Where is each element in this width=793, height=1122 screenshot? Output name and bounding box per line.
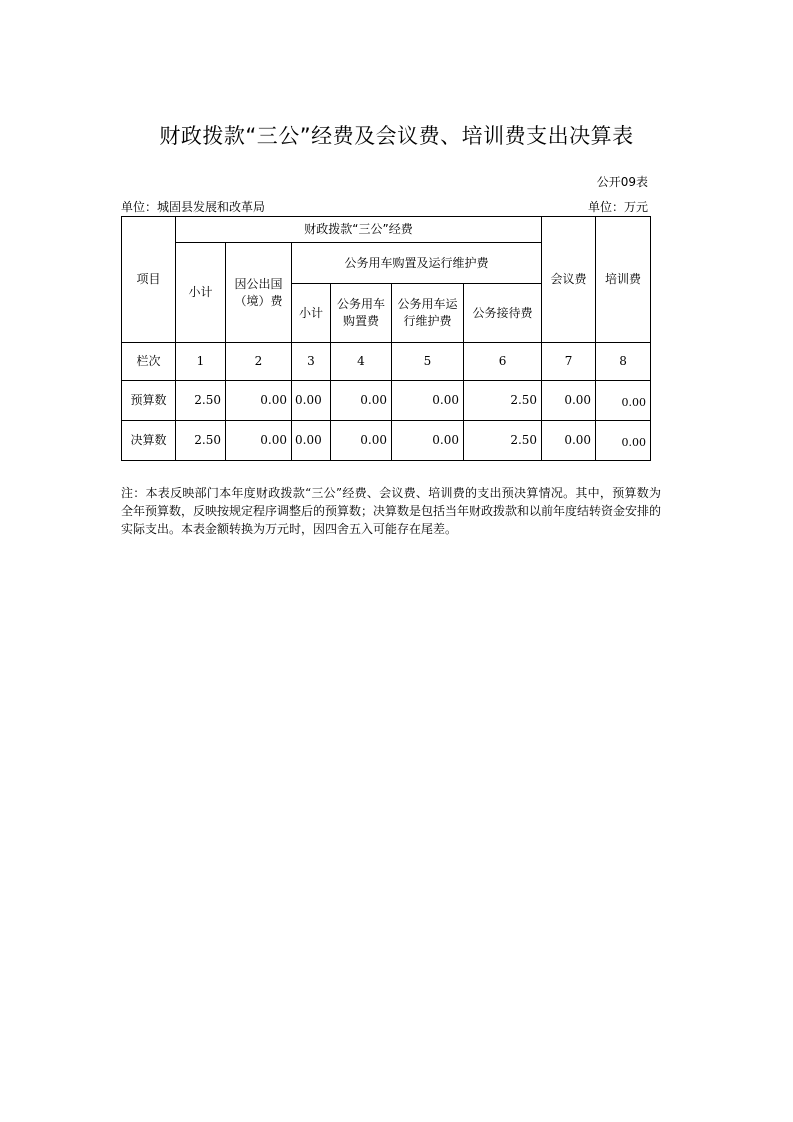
header-vehicle-run-line2: 行维护费 bbox=[403, 314, 452, 328]
cell-value: 4 bbox=[331, 343, 392, 381]
header-training: 培训费 bbox=[596, 217, 651, 343]
header-vehicle-run-line1: 公务用车运 bbox=[397, 297, 458, 312]
expense-table bbox=[121, 216, 651, 461]
cell-value: 0.00 bbox=[392, 421, 464, 461]
table-row-budget bbox=[122, 381, 651, 421]
header-vehicle-subtotal: 小计 bbox=[292, 284, 331, 343]
table-row-column-index bbox=[122, 343, 651, 381]
footnote: 注：本表反映部门本年度财政拨款“三公”经费、会议费、培训费的支出预决算情况。其中，预算数为全年预算数，反映按规定程序调整后的预算数；决算数是包括当年财政拨款和以前年度结转资金安排的实际支出。本表金额转换为万元时，因四舍五入可能存在尾差。 bbox=[121, 486, 662, 536]
cell-value: 0.00 bbox=[596, 381, 651, 421]
cell-value: 0.00 bbox=[226, 381, 292, 421]
cell-value: 2.50 bbox=[464, 381, 542, 421]
cell-value: 2.50 bbox=[176, 421, 226, 461]
cell-value: 0.00 bbox=[226, 421, 292, 461]
unit-money: 单位：万元 bbox=[587, 200, 648, 214]
header-vehicle-run bbox=[392, 284, 464, 343]
cell-value: 2 bbox=[226, 343, 292, 381]
row-label: 栏次 bbox=[122, 343, 176, 381]
cell-value: 2.50 bbox=[176, 381, 226, 421]
cell-value: 5 bbox=[392, 343, 464, 381]
header-vehicle-purchase-line1: 公务用车 bbox=[336, 297, 385, 312]
header-meeting: 会议费 bbox=[542, 217, 596, 343]
cell-value: 0.00 bbox=[542, 381, 596, 421]
table-row-actual bbox=[122, 421, 651, 461]
header-abroad bbox=[226, 243, 292, 343]
cell-value: 3 bbox=[292, 343, 331, 381]
header-reception: 公务接待费 bbox=[464, 284, 542, 343]
cell-value: 0.00 bbox=[331, 381, 392, 421]
header-vehicle-purchase bbox=[331, 284, 392, 343]
cell-value: 0.00 bbox=[292, 381, 331, 421]
header-vehicle-purchase-line2: 购置费 bbox=[342, 314, 379, 328]
header-subtotal: 小计 bbox=[176, 243, 226, 343]
cell-value: 0.00 bbox=[292, 421, 331, 461]
row-label: 决算数 bbox=[122, 421, 176, 461]
form-number: 公开09表 bbox=[596, 175, 648, 189]
cell-value: 2.50 bbox=[464, 421, 542, 461]
header-vehicle: 公务用车购置及运行维护费 bbox=[292, 243, 542, 284]
cell-value: 1 bbox=[176, 343, 226, 381]
header-abroad-line2: （境）费 bbox=[234, 293, 283, 308]
header-sangong: 财政拨款“三公”经费 bbox=[176, 217, 542, 243]
cell-value: 0.00 bbox=[596, 421, 651, 461]
header-abroad-line1: 因公出国 bbox=[234, 276, 283, 291]
cell-value: 8 bbox=[596, 343, 651, 381]
cell-value: 7 bbox=[542, 343, 596, 381]
unit-organization: 单位：城固县发展和改革局 bbox=[121, 200, 266, 214]
header-item: 项目 bbox=[122, 217, 176, 343]
page-title: 财政拨款“三公”经费及会议费、培训费支出决算表 bbox=[159, 124, 634, 148]
cell-value: 0.00 bbox=[392, 381, 464, 421]
cell-value: 6 bbox=[464, 343, 542, 381]
row-label: 预算数 bbox=[122, 381, 176, 421]
cell-value: 0.00 bbox=[542, 421, 596, 461]
cell-value: 0.00 bbox=[331, 421, 392, 461]
